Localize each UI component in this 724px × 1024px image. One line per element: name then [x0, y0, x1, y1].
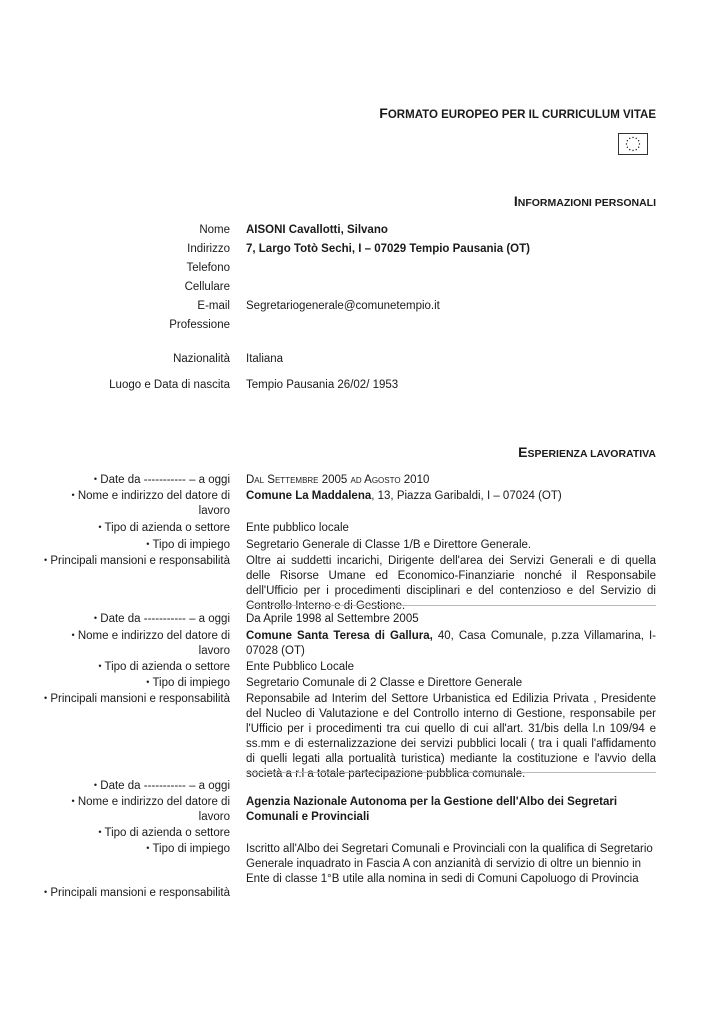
entry1-duties: Oltre ai suddetti incarichi, Dirigente dell'area dei Servizi Generali e di quella delle Risorse Umane ed Economico-Finanziarie nonché il Responsabile dell'Ufficio per i procedimenti disciplinari e del contenzioso e del Servizio di Controllo Interno e di Gestione.: [246, 555, 656, 612]
section-title-experience: ESPERIENZA LAVORATIVA: [518, 444, 656, 460]
nazionalita-label: Nazionalità: [173, 353, 230, 365]
job-type-label: • Tipo di impiego: [146, 843, 230, 855]
eu-star-icon: [627, 140, 628, 141]
professione-label: Professione: [169, 319, 230, 331]
entry3-job-type: Iscritto all'Albo dei Segretari Comunali e Provinciali con la qualifica di Segretario Generale inquadrato in Fascia A con anzianità di servizio di oltre un biennio in Ente di classe 1°B utile alla nomina in sedi di Comuni Capoluogo di Provincia: [246, 843, 653, 885]
duties-label: • Principali mansioni e responsabilità: [44, 887, 230, 899]
employer-label: • Nome e indirizzo del datore di lavoro: [71, 796, 230, 823]
eu-star-icon: [636, 138, 637, 139]
telefono-label: Telefono: [186, 262, 230, 274]
eu-star-icon: [636, 149, 637, 150]
entry2-date: Da Aprile 1998 al Settembre 2005: [246, 613, 419, 625]
entry3-employer: Agenzia Nazionale Autonoma per la Gestione dell'Albo dei Segretari Comunali e Provinciali: [246, 796, 618, 823]
eu-star-icon: [639, 143, 640, 144]
eu-stars-icon: [619, 134, 647, 154]
date-label: • Date da ----------- – a oggi: [93, 780, 230, 792]
email-label: E-mail: [197, 300, 230, 312]
entry2-company-type: Ente Pubblico Locale: [246, 661, 355, 673]
duties-label: • Principali mansioni e responsabilità: [44, 555, 230, 567]
employer-label: • Nome e indirizzo del datore di lavoro: [71, 490, 230, 517]
date-label: • Date da ----------- – a oggi: [93, 474, 230, 486]
date-label: • Date da ----------- – a oggi: [93, 613, 230, 625]
nome-label: Nome: [199, 224, 230, 236]
divider: [246, 605, 656, 606]
email-value: Segretariogenerale@comunetempio.it: [246, 300, 440, 312]
company-type-label: • Tipo di azienda o settore: [98, 522, 230, 534]
eu-flag-icon: [618, 133, 648, 155]
nascita-label: Luogo e Data di nascita: [109, 379, 230, 391]
entry2-employer: Comune Santa Teresa di Gallura, 40, Casa Comunale, p.zza Villamarina, I- 07028 (OT): [246, 630, 657, 657]
job-type-label: • Tipo di impiego: [146, 539, 230, 551]
indirizzo-label: Indirizzo: [187, 243, 230, 255]
entry2-job-type: Segretario Comunale di 2 Classe e Direttore Generale: [246, 677, 523, 689]
divider: [246, 772, 656, 773]
employer-label: • Nome e indirizzo del datore di lavoro: [71, 630, 230, 657]
eu-star-icon: [627, 147, 628, 148]
entry1-employer: Comune La Maddalena, 13, Piazza Garibaldi, I – 07024 (OT): [246, 490, 562, 502]
eu-star-icon: [626, 143, 627, 144]
company-type-label: • Tipo di azienda o settore: [98, 827, 230, 839]
eu-star-icon: [629, 149, 630, 150]
duties-label: • Principali mansioni e responsabilità: [44, 693, 230, 705]
eu-star-icon: [632, 150, 633, 151]
entry1-date: Dal Settembre 2005 ad Agosto 2010: [246, 474, 430, 486]
indirizzo-value: 7, Largo Totò Sechi, I – 07029 Tempio Pausania (OT): [246, 243, 530, 255]
nascita-value: Tempio Pausania 26/02/ 1953: [246, 379, 399, 391]
eu-star-icon: [632, 137, 633, 138]
nome-value: AISONI Cavallotti, Silvano: [246, 224, 388, 236]
cellulare-label: Cellulare: [184, 281, 230, 293]
entry1-company-type: Ente pubblico locale: [246, 522, 349, 534]
eu-star-icon: [638, 147, 639, 148]
job-type-label: • Tipo di impiego: [146, 677, 230, 689]
entry2-duties: Reponsabile ad Interim del Settore Urbanistica ed Edilizia Privata , Presidente del Nucleo di Valutazione e del Controllo interno di Gestione, responsabile per l'Ufficio per i procedimenti tra cui quello di cui all'art. 31/bis della l.n 109/94 e ss.mm e di esternalizzazione dei servizi pubblici locali ( tra i quali l'affidamento di quelli legati alla portualità turistica) mediante la costituzione e l'avvio della società a r.l a totale partecipazione pubblica comunale.: [246, 693, 656, 780]
section-title-personal: INFORMAZIONI PERSONALI: [513, 193, 656, 209]
nazionalita-value: Italiana: [246, 353, 284, 365]
cv-title: FORMATO EUROPEO PER IL CURRICULUM VITAE: [379, 105, 656, 121]
eu-star-icon: [629, 138, 630, 139]
company-type-label: • Tipo di azienda o settore: [98, 661, 230, 673]
eu-star-icon: [638, 140, 639, 141]
entry1-job-type: Segretario Generale di Classe 1/B e Direttore Generale.: [246, 539, 532, 551]
